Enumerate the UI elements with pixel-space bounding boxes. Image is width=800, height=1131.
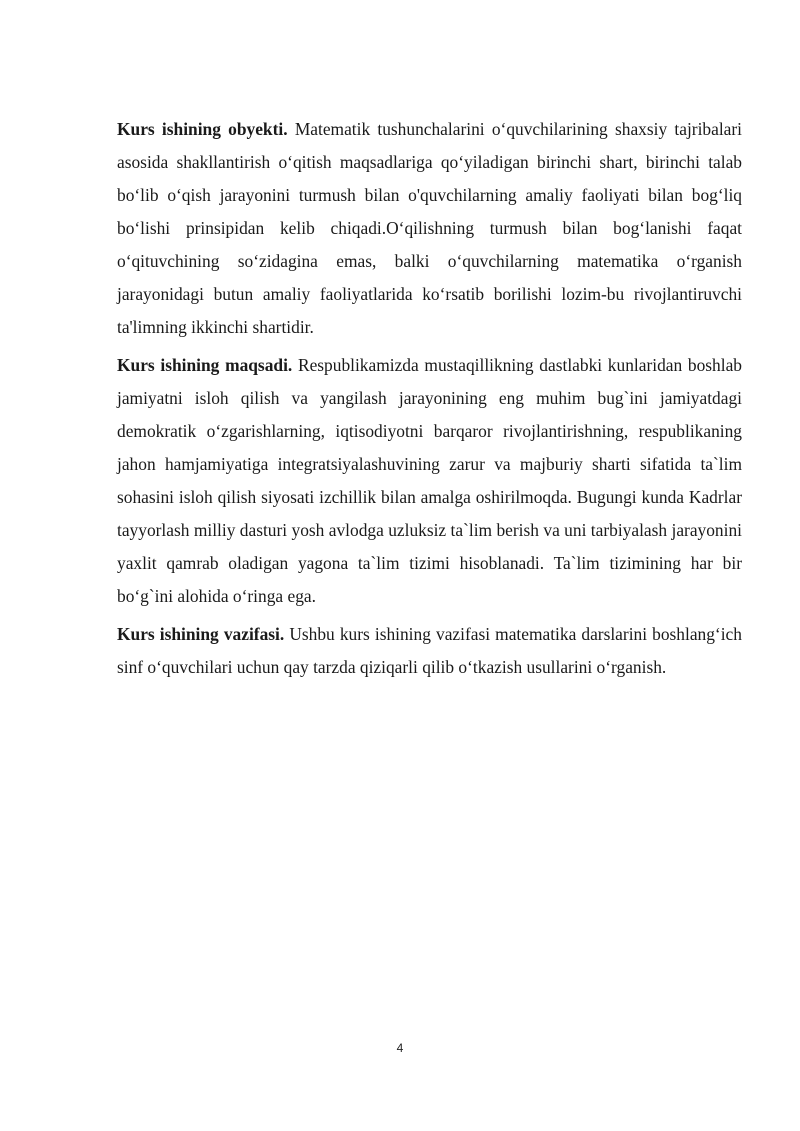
paragraph-text: Respublikamizda mustaqillikning dastlabki kunlaridan boshlab jamiyatni isloh qilish va yangilash jarayonining eng muhim bug`ini jamiyatdagi demokratik o‘zgarishlarning, iqtisodiyotni barqaror rivojlantirishning, respublikaning jahon hamjamiyatiga integratsiyalashuvining zarur va majburiy sharti sifatida ta`lim sohasini isloh qilish siyosati izchillik bilan amalga oshirilmoqda. Bugungi kunda Kadrlar tayyorlash milliy dasturi yosh avlodga uzluksiz ta`lim berish va uni tarbiyalash jarayonini yaxlit qamrab oladigan yagona ta`lim tizimi hisoblanadi. Ta`lim tizimining har bir bo‘g`ini alohida o‘ringa ega. [117, 355, 742, 606]
paragraph-heading: Kurs ishining maqsadi. [117, 355, 293, 375]
page-number: 4 [396, 1041, 404, 1055]
paragraph-text: Matematik tushunchalarini o‘quvchilarining shaxsiy tajribalari asosida shakllantirish o‘qitish maqsadlariga qo‘yiladigan birinchi shart, birinchi talab bo‘lib o‘qish jarayonini turmush bilan o'quvchilarning amaliy faoliyati bilan bog‘liq bo‘lishi prinsipidan kelib chiqadi.O‘qilishning turmush bilan bog‘lanishi faqat o‘qituvchining so‘zidagina emas, balki o‘quvchilarning matematika o‘rganish jarayonidagi butun amaliy faoliyatlarida ko‘rsatib borilishi lozim-bu rivojlantiruvchi ta'limning ikkinchi shartidir. [117, 119, 742, 337]
paragraph-text: Ushbu kurs ishining vazifasi matematika darslarini boshlang‘ich sinf o‘quvchilari uchun qay tarzda qiziqarli qilib o‘tkazish usullarini o‘rganish. [117, 624, 742, 677]
paragraph-task [117, 618, 742, 684]
paragraph-heading: Kurs ishining obyekti. [117, 119, 288, 139]
paragraph-heading: Kurs ishining vazifasi. [117, 624, 285, 644]
document-body [117, 113, 742, 689]
paragraph-object [117, 113, 742, 344]
paragraph-goal [117, 349, 742, 613]
